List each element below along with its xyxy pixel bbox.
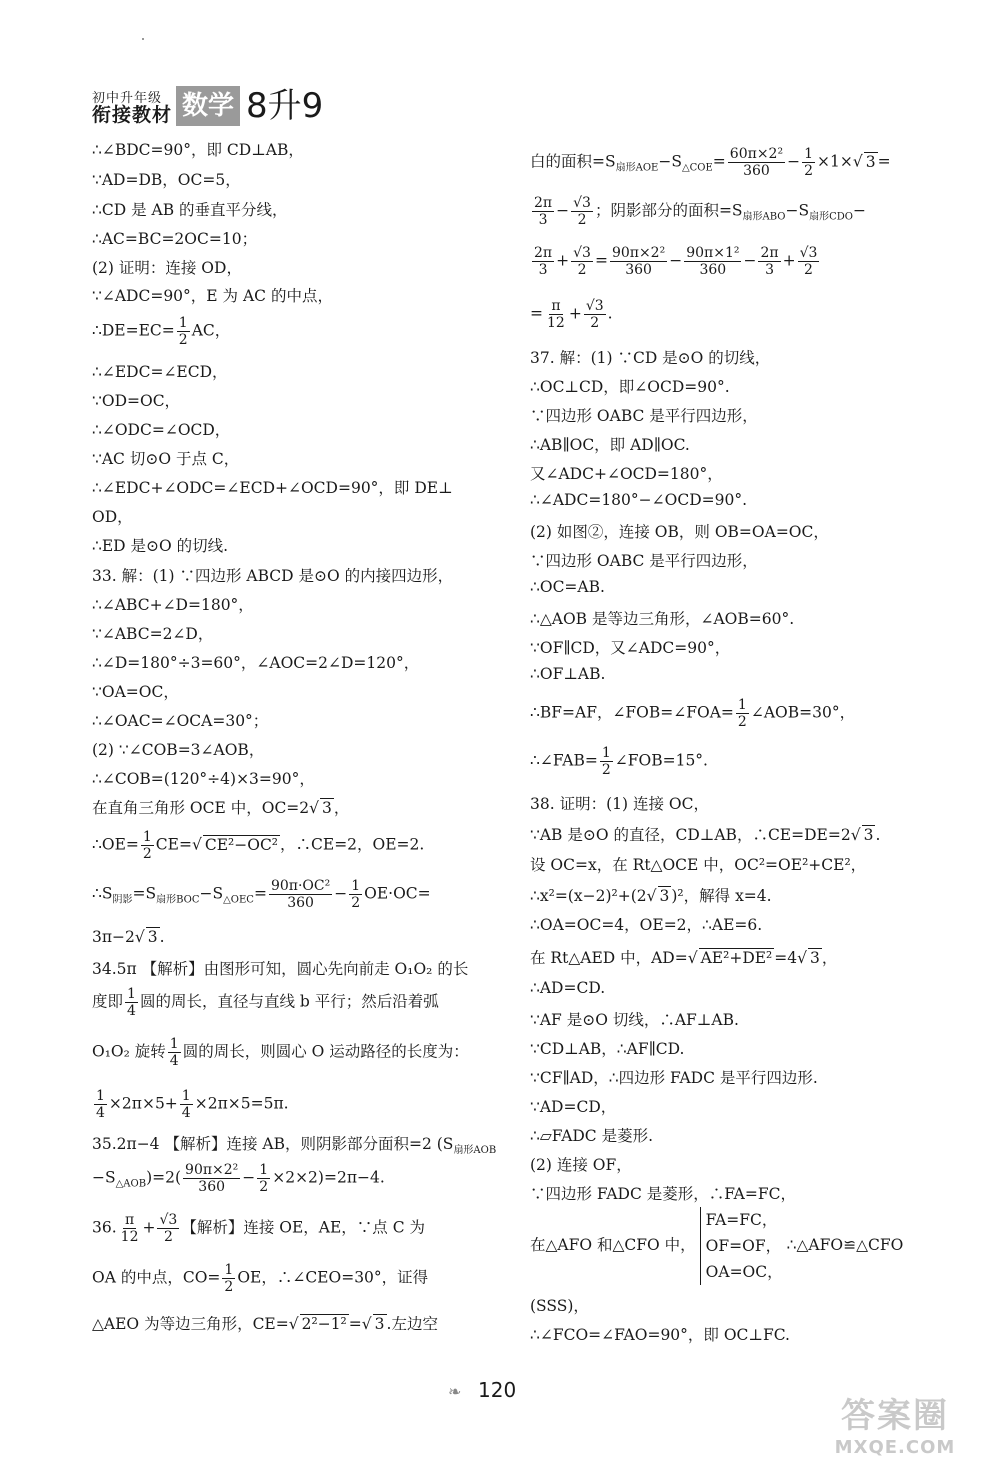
- text-line: ∵CD⊥AB，∴AF∥CD.: [530, 1040, 685, 1058]
- grade-label: 8升9: [246, 86, 324, 126]
- text-line: ∵AD=CD，: [530, 1098, 617, 1116]
- text-line: 33. 解：(1) ∵四边形 ABCD 是⊙O 的内接四边形，: [92, 567, 454, 585]
- text-line: 又∠ADC+∠OCD=180°，: [530, 465, 723, 483]
- text-line: ∴∠FCO=∠FAO=90°，即 OC⊥FC.: [530, 1326, 790, 1344]
- text-line: ∴∠ADC=180°−∠OCD=90°.: [530, 491, 748, 509]
- text-line: ∴OF⊥AB.: [530, 665, 606, 683]
- math-line: = $\frac{\pi}{12}$ + $\frac{√3}{2}$ .: [530, 298, 613, 332]
- math-line: ∴OE= $\frac{1}{2}$ CE=√ CE²−OC² ，∴CE=2，OE=2.: [92, 829, 425, 863]
- text-line: (2) ∵∠COB=3∠AOB，: [92, 741, 265, 759]
- text-line: ∵OD=OC，: [92, 392, 181, 410]
- text-line: ∵四边形 OABC 是平行四边形，: [530, 407, 758, 425]
- math-line: 在直角三角形 OCE 中，OC=2√ 3 ，: [92, 799, 350, 817]
- math-line: 在△AFO 和△CFO 中， FA=FC， OF=OF， OA=OC， ∴△AFO≌△CFO: [530, 1207, 903, 1285]
- text-line: ∴ED 是⊙O 的切线.: [92, 537, 229, 555]
- math-line: $\frac{2\pi}{3}$ + $\frac{√3}{2}$ = $\frac{\text{90π×2²}}{360}$ − $\frac{\text{90π×1²}}{360}$ − $\frac{2\pi}{3}$ + $\frac{√3}{2}$: [534, 245, 818, 279]
- math-line: O₁O₂ 旋转 $\frac{1}{4}$ 圆的周长，则圆心 O 运动路径的长度为：: [92, 1036, 469, 1070]
- math-line: △AEO 为等边三角形，CE=√ 2²−1² =√ 3 .左边空: [92, 1315, 438, 1333]
- math-line: 35.2π−4 【解析】连接 AB，则阴影部分面积=2 ($S_{扇形AOB}$: [92, 1135, 497, 1157]
- text-line: ∴OC⊥CD，即∠OCD=90°.: [530, 378, 730, 396]
- text-line: ∴OA=OC=4，OE=2，∴AE=6.: [530, 916, 763, 934]
- text-line: ∴∠ODC=∠OCD，: [92, 421, 231, 439]
- math-line: $-S_{\triangle AOB})=2$( $\frac{\text{90π×2²}}{360}$ − $\frac{1}{2}$ ×2×2)=2π−4.: [92, 1162, 385, 1196]
- text-line: ∴∠COB=(120°÷4)×3=90°，: [92, 770, 315, 788]
- watermark: [820, 1388, 970, 1458]
- math-line: ∴∠FAB= $\frac{1}{2}$ ∠FOB=15°.: [530, 745, 708, 779]
- text-line: ∵∠ABC=2∠D，: [92, 625, 214, 643]
- text-line: ∴∠EDC+∠ODC=∠ECD+∠OCD=90°，即 DE⊥: [92, 479, 453, 497]
- text-line: ∵∠ADC=90°，E 为 AC 的中点，: [92, 287, 333, 305]
- text-line: ∵AF 是⊙O 切线，∴AF⊥AB.: [530, 1011, 739, 1029]
- math-line: 3π−2√ 3 .: [92, 928, 165, 946]
- math-line: ∴BF=AF，∠FOB=∠FOA= $\frac{1}{2}$ ∠AOB=30°，: [530, 697, 856, 731]
- footer-ornament-icon: ❧: [448, 1382, 462, 1401]
- text-line: ∵CF∥AD，∴四边形 FADC 是平行四边形.: [530, 1069, 818, 1087]
- math-line: 度即 $\frac{1}{4}$ 圆的周长，直径与直线 b 平行；然后沿着弧: [92, 986, 439, 1020]
- text-line: ∴CD 是 AB 的垂直平分线，: [92, 201, 288, 219]
- text-line: 34.5π 【解析】由图形可知，圆心先向前走 O₁O₂ 的长: [92, 960, 469, 978]
- math-line: 白的面积$=S_{扇形AOE}-S_{\triangle COE}=$ $\frac{\text{60π×2²}}{360}$ − $\frac{1}{2}$ ×1×√ 3 =: [530, 146, 891, 180]
- text-line: 37. 解：(1) ∵CD 是⊙O 的切线，: [530, 349, 771, 367]
- text-line: ∴AB∥OC，即 AD∥OC.: [530, 436, 690, 454]
- series-title: [92, 92, 172, 126]
- text-line: ∵AC 切⊙O 于点 C，: [92, 450, 240, 468]
- text-line: ∴∠EDC=∠ECD，: [92, 363, 228, 381]
- text-line: ∵四边形 OABC 是平行四边形，: [530, 552, 758, 570]
- text-line: ∴▱FADC 是菱形.: [530, 1127, 654, 1145]
- text-line: ∴∠ABC+∠D=180°，: [92, 596, 254, 614]
- page-number: 120: [478, 1378, 517, 1402]
- watermark-text: 答案圈: [841, 1396, 949, 1436]
- math-line: ∴x²=(x−2)²+(2√ 3 )²，解得 x=4.: [530, 887, 772, 905]
- math-line: ∵AB 是⊙O 的直径，CD⊥AB，∴CE=DE=2√ 3 .: [530, 826, 881, 844]
- text-line: 设 OC=x，在 Rt△OCE 中，OC²=OE²+CE²，: [530, 856, 867, 874]
- text-line: ∵OA=OC，: [92, 683, 179, 701]
- math-line: $\frac{2\pi}{3}$ − $\frac{√3}{2}$ ；阴影部分的面积$=S_{扇形ABO}-S_{扇形CDO}-$: [534, 195, 866, 229]
- text-line: (2) 如图②，连接 OB，则 OB=OA=OC，: [530, 523, 829, 541]
- text-line: ∴∠D=180°÷3=60°，∠AOC=2∠D=120°，: [92, 654, 420, 672]
- book-header: [92, 78, 323, 126]
- text-line: (2) 证明：连接 OD，: [92, 259, 242, 277]
- text-line: OD，: [92, 508, 133, 526]
- math-line: $\therefore S_{阴影}=S_{扇形BOC}-S_{\triangle OEC}=$ $\frac{\text{90π·OC²}}{360}$ − $\frac{1}{2}$ OE·OC=: [92, 878, 431, 912]
- math-line: ∴DE=EC= $\frac{1}{2}$ AC，: [92, 315, 231, 349]
- math-line: OA 的中点，CO= $\frac{1}{2}$ OE，∴∠CEO=30°，证得: [92, 1262, 429, 1296]
- text-line: ∴△AOB 是等边三角形，∠AOB=60°.: [530, 610, 795, 628]
- equation-brace: FA=FC， OF=OF， OA=OC，: [700, 1207, 783, 1285]
- text-line: (2) 连接 OF，: [530, 1156, 632, 1174]
- series-line2: 衔接教材: [92, 104, 173, 127]
- text-line: ∴AC=BC=2OC=10；: [92, 230, 258, 248]
- corner-mark: [142, 38, 144, 40]
- subject-badge: 数学: [176, 86, 240, 126]
- math-line: $\frac{1}{4}$ ×2π×5+ $\frac{1}{4}$ ×2π×5=5π.: [96, 1088, 289, 1122]
- text-line: ∵OF∥CD，又∠ADC=90°，: [530, 639, 731, 657]
- text-line: ∵AD=DB，OC=5，: [92, 171, 241, 189]
- text-line: ∴OC=AB.: [530, 578, 605, 596]
- text-line: ∴∠OAC=∠OCA=30°；: [92, 712, 269, 730]
- text-line: (SSS)，: [530, 1297, 589, 1315]
- math-line: 在 Rt△AED 中，AD=√ AE²+DE² =4√ 3 ，: [530, 949, 838, 967]
- math-line: 36. $\frac{\pi}{12}$ + $\frac{√3}{2}$ 【解析】连接 OE，AE，∵点 C 为: [92, 1212, 425, 1246]
- series-line1: 初中升年级: [92, 91, 163, 107]
- text-line: 38. 证明：(1) 连接 OC，: [530, 795, 709, 813]
- text-line: ∴∠BDC=90°，即 CD⊥AB，: [92, 141, 304, 159]
- watermark-url: MXQE.COM: [834, 1437, 956, 1458]
- text-line: ∴AD=CD.: [530, 979, 606, 997]
- text-line: ∵四边形 FADC 是菱形，∴FA=FC，: [530, 1185, 796, 1203]
